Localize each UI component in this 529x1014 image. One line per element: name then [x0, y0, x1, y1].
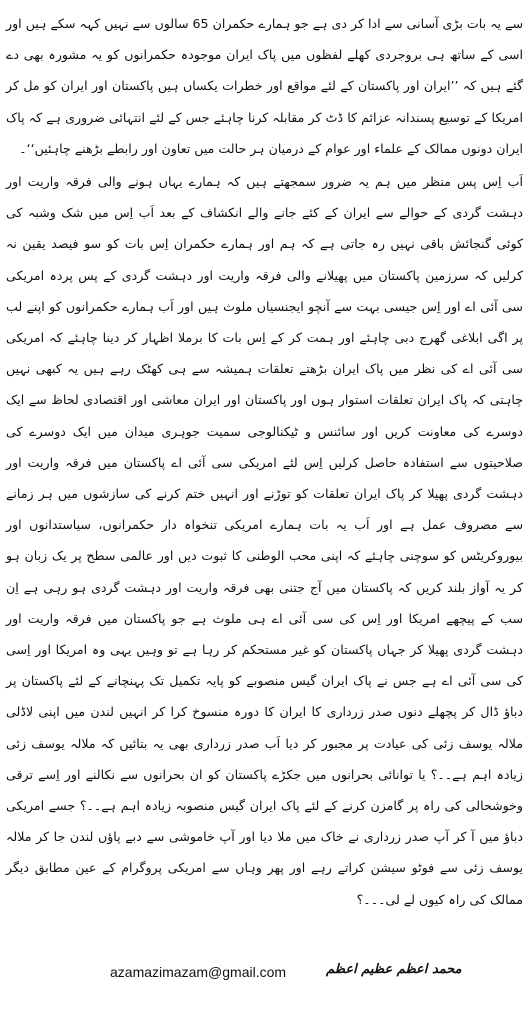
signature-row	[0, 958, 529, 988]
article-paragraph: اَب اِس پس منظر میں ہم یہ ضرور سمجھتے ہیں کہ ہمارے یہاں ہونے والی فرقہ واریت اور دہشت گردی کے حوالے سے ایران کے کئے جانے والے انکشاف کے بعد اَب اِس میں شک وشبہ کی کوئی گنجائش باقی نہیں رہ جاتی ہے کہ ہم اور ہمارے حکمران اِس بات کو سو فیصد یقین نہ کرلیں کہ سرزمین پاکستان میں پھیلانے والی فرقہ واریت اور دہشت گردی کے پس پردہ امریکی سی آئی اے اور اِس جیسی بہت سے آنچو ایجنسیاں ملوث ہیں اور اَب ہمارے حکمرانوں کو اپنے لب پر اگی ابلاغی گھرج دبی چاہئے اور ہمت کر کے اِس بات کا برملا اظہار کر دینا چاہئے کہ امریکی سی آئی اے کی نظر میں پاک ایران بڑھتے تعلقات ہمیشہ سے ہی کھٹک رہے ہیں یہ کبھی نہیں چاہتی کہ پاک ایران تعلقات استوار ہوں اور پاکستان اور ایران معاشی اور اقتصادی لحاظ سے ایک دوسرے کی معاونت کریں اور سائنس و ٹیکنالوجی سمیت جوہری میدان میں ایک دوسرے کی صلاحیتوں سے استفادہ حاصل کرلیں اِس لئے امریکی سی آئی اے پاکستان میں فرقہ واریت اور دہشت گردی پھیلا کر پاک ایران تعلقات کو توڑنے اور انہیں ختم کرنے کی سازشوں میں ہر زمانے سے مصروف عمل ہے اور اَب یہ بات ہمارے امریکی تنخواہ دار حکمرانوں، سیاستدانوں اور بیوروکریٹس کو سوچنی چاہئے کہ اپنی محب الوطنی کا ثبوت دیں اور عالمی سطح پر یک زبان ہو کر یہ آواز بلند کریں کہ پاکستان میں آج جتنی بھی فرقہ واریت اور دہشت گردی ہو رہی ہے اِن سب کے پیچھے امریکا اور اِس کی سی آئی اے ہی ملوث ہے جو پاکستان میں فرقہ واریت اور دہشت گردی پھیلا کر جہاں پاکستان کو غیر مستحکم کر رہا ہے تو وہیں یہی وہ امریکا اور اِسی کی سی آئی اے ہے جس نے پاک ایران گیس منصوبے کو پایہ تکمیل تک پہنچانے کے لئے پاکستان پر دباؤ ڈال کر پچھلے دنوں صدر زرداری کا ایران کا دورہ منسوخ کرا کر انہیں لندن میں اپنی لاڈلی ملالہ یوسف زئی کی عیادت پر مجبور کر دیا اَب صدر زرداری بھی یہ بتائیں کہ ملالہ یوسف زئی زیادہ اہم ہے۔۔؟ یا توانائی بحرانوں میں جکڑے پاکستان کو ان بحرانوں سے نکالنے اور اِسے ترقی وخوشحالی کی راہ پر گامزن کرنے کے لئے پاک ایران گیس منصوبہ زیادہ اہم ہے۔۔؟ جسے امریکی دباؤ میں آ کر آپ صدر زرداری نے خاک میں ملا دیا اور آپ خاموشی سے دبے پاؤں لندن جا کر ملالہ یوسف زئی سے فوٹو سیشن کراتے رہے اور پھر وہاں سے امریکی پروگرام کے عین مطابق دیگر ممالک کی راہ کیوں لے لی۔۔۔؟	[6, 174, 523, 907]
article-paragraph: سے یہ بات بڑی آسانی سے ادا کر دی ہے جو ہمارے حکمران 65 سالوں سے نہیں کہہ سکے ہیں اور اسی کے ساتھ ہی بروجردی کھلے لفظوں میں پاک ایران موجودہ حکمرانوں کو یہ مشورہ بھی دے گئے ہیں کہ ’’ایران اور پاکستان کے لئے مواقع اور خطرات یکساں ہیں پاکستان اور ایران کو مل کر امریکا کے توسیع پسندانہ عزائم کا ڈٹ کر مقابلہ کرنا چاہئے جس کے لئے انتہائی ضروری ہے کہ پاک ایران دونوں ممالک کے علماء اور عوام کے درمیان ہر حالت میں تعاون اور رابطے بڑھنے چاہئیں‘‘۔	[6, 16, 523, 156]
author-email: azamazimazam@gmail.com	[110, 964, 287, 980]
author-name: محمد اعظم عظیم اعظم	[326, 962, 462, 977]
article-body	[6, 8, 523, 915]
